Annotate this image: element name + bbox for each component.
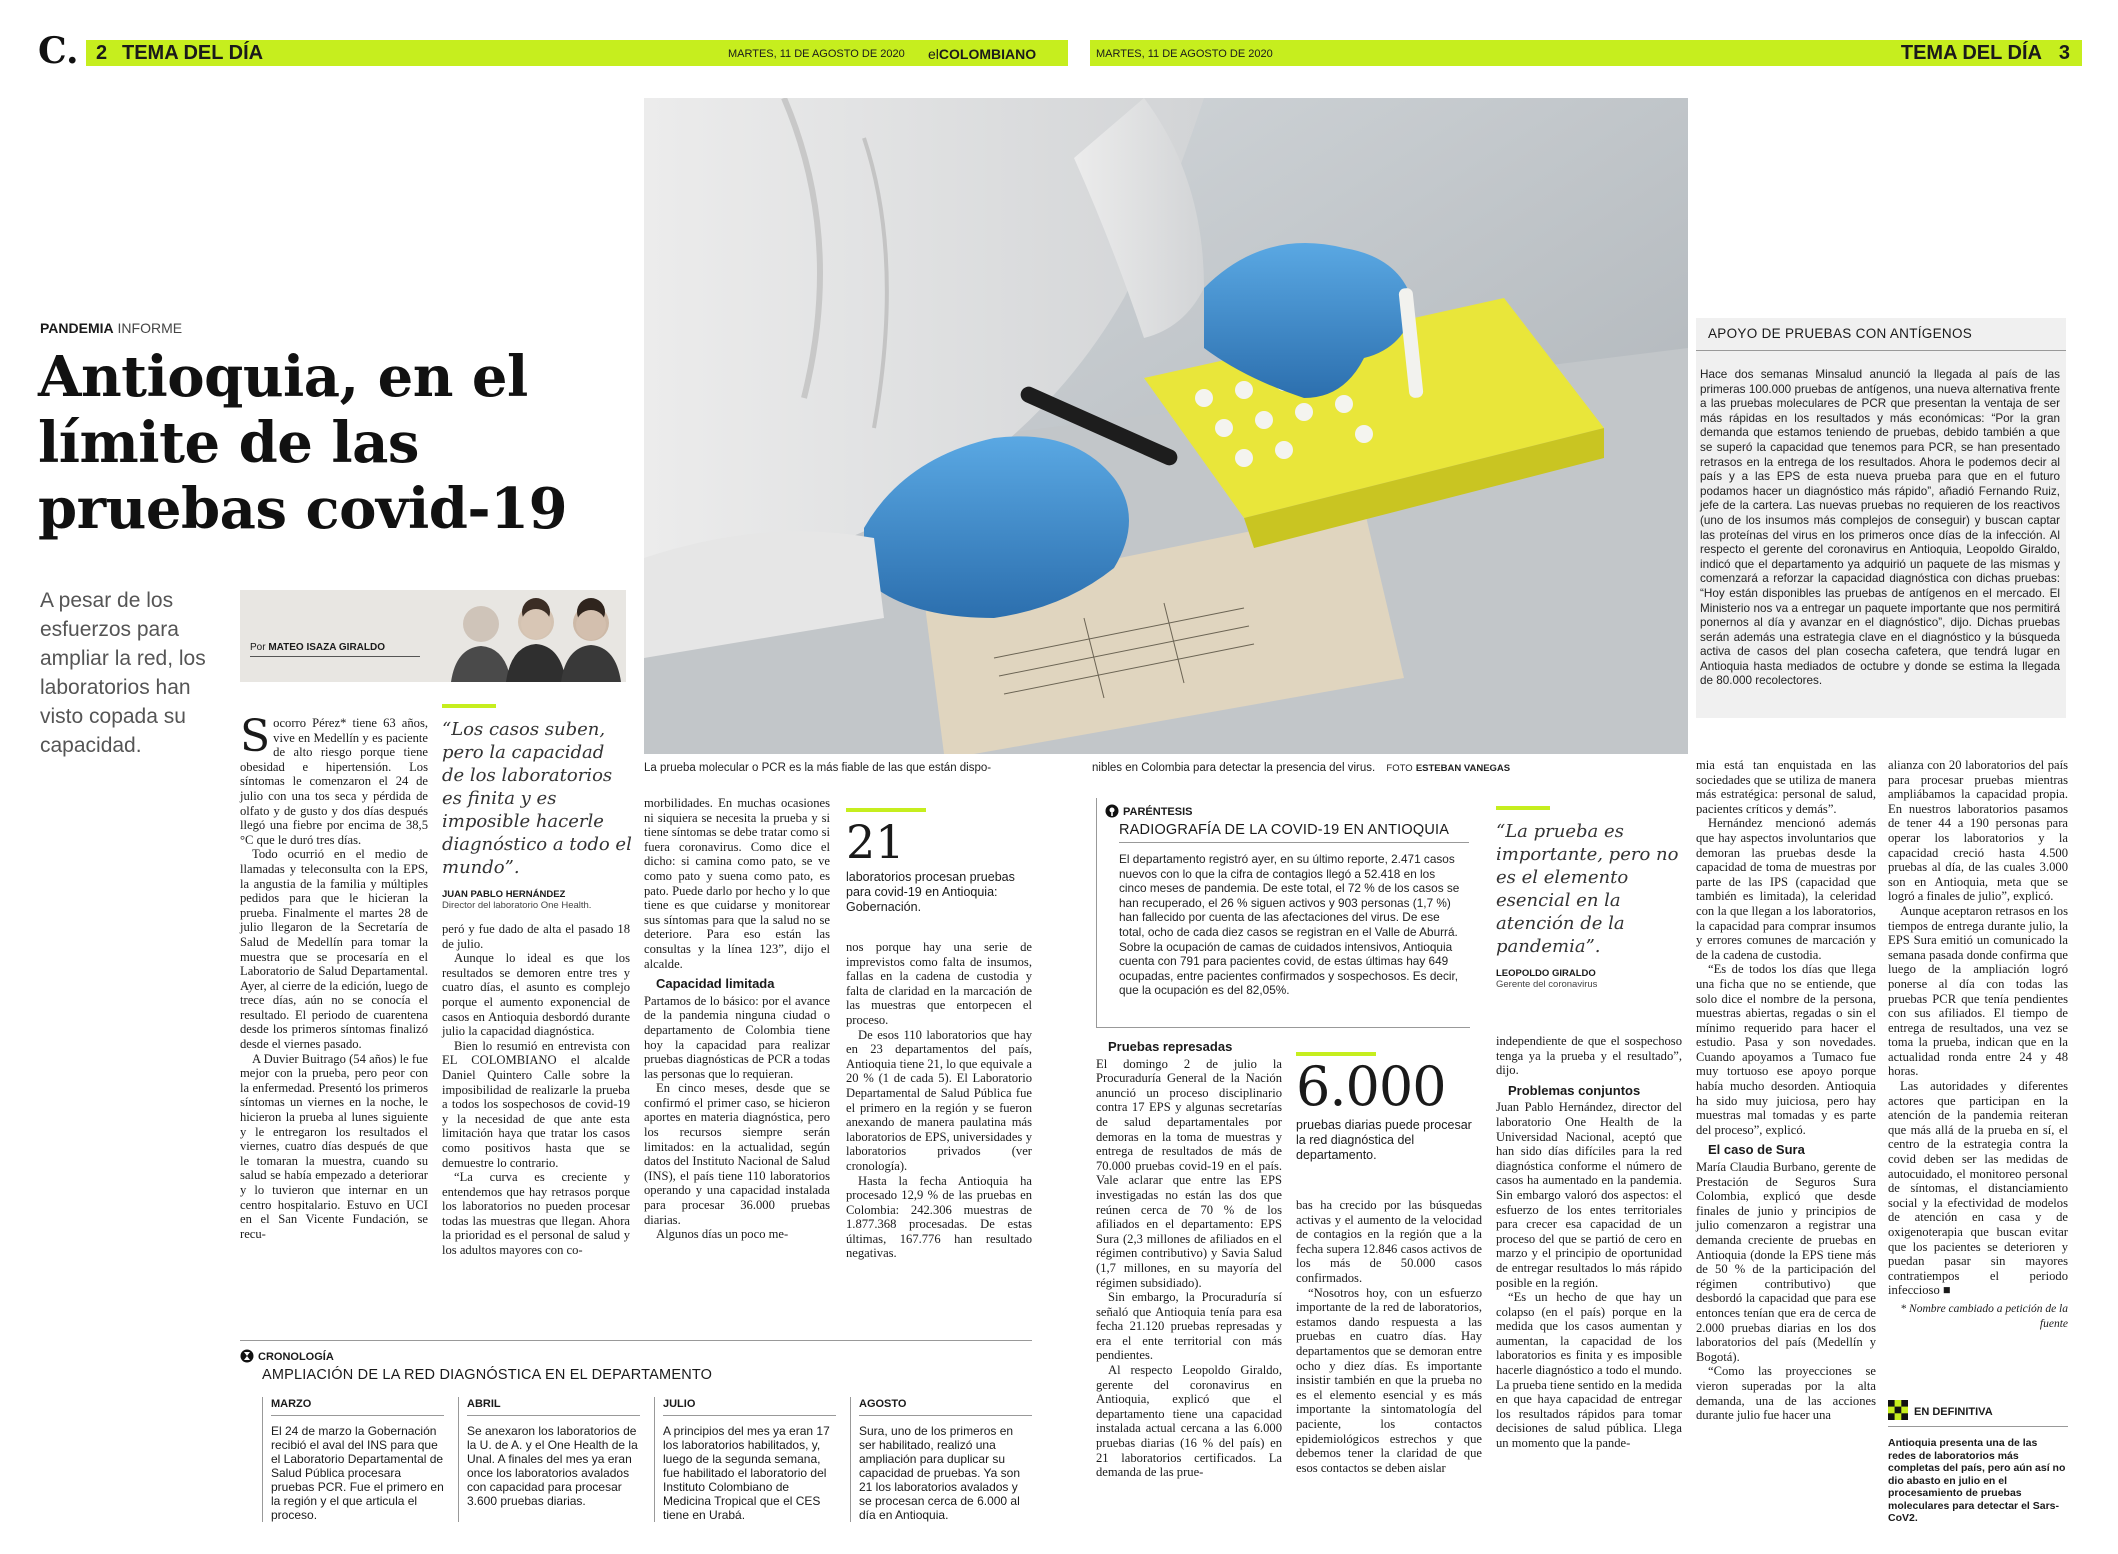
cronologia-item xyxy=(850,1397,1032,1522)
cronologia-item xyxy=(262,1397,444,1522)
brand-logo xyxy=(928,46,1036,62)
paragraph: peró y fue dado de alta el pasado 18 de julio. xyxy=(442,922,630,951)
paragraph: De esos 110 laboratorios que hay en 23 departamentos del país, Antioquia tiene 21, lo que equivale a 20 % (1 de cada 5). El Laboratorio Departamental de Salud Pública fue el primero en la región y se fueron anexando de manera paulatina más laboratorios de EPS, universidades y laboratorios privados (ver cronología). xyxy=(846,1027,1032,1173)
quote-role: Gerente del coronavirus xyxy=(1496,979,1598,990)
right-column-c xyxy=(1496,1034,1682,1451)
byline-box xyxy=(240,590,626,682)
cronologia-month: AGOSTO xyxy=(859,1397,1032,1416)
paragraph: Bien lo resumió en entrevista con EL COLOMBIANO el alcalde Daniel Quintero Calle sobre la imposibilidad de realizarle la prueba a todos los sospechosos de covid-19 y la necesidad de que ante esta limitación haya que tratar los casos como positivos hasta que se demuestre lo contrario. xyxy=(442,1038,630,1170)
paragraph: Al respecto Leopoldo Giraldo, gerente del coronavirus en Antioquia, explicó que el departamento tiene una capacidad instalada actual cercana a las 6.000 pruebas diarias (16 % del país) en 21 laboratorios certificados. La demanda de las prue- xyxy=(1096,1363,1282,1480)
subhead-caso-sura: El caso de Sura xyxy=(1708,1142,1805,1158)
cronologia-columns xyxy=(262,1397,1032,1522)
quote-rule xyxy=(1496,806,1550,810)
paragraph: Todo ocurrió en el medio de llamadas y teleconsulta con la EPS, la angustia de la familia y múltiples pedidos para que le hicieran la prueba. Finalmente el martes 28 de julio llegaron de la Secretaría de Salud de Medellín para tomar la muestra que se procesaría en el Laboratorio de Salud Departamental. Ayer, al cierre de la edición, luego de trece días, aún no se conocía el resultado. El periodo de cuarentena desde los primeros síntomas finalizó desde el viernes pasado. xyxy=(240,847,428,1052)
antigenos-text: Hace dos semanas Minsalud anunció la llegada al país de las primeras 100.000 pruebas de antígenos, una nueva alternativa frente a las pruebas moleculares de PCR que presentan la ventaja de ser más rápidas en los resultados y más económicas: “Por la gran demanda que estamos teniendo de pruebas, debido también a que se superó la capacidad que tenemos para PCR, se han presentado retrasos en la entrega de los resultados. Ahora le podemos decir al país y a las EPS de esta nueva prueba para que en el futuro podamos hacer un diagnóstico más rápido”, añadió Fernando Ruiz, jefe de la cartera. Las nuevas pruebas no requieren de los reactivos (uno de los insumos más complejos de conseguir) y buscan captar las proteínas del virus en los primeros once días de la infección. Al respecto el gerente del coronavirus en Antioquia, Leopoldo Giraldo, indicó que el departamento ya adquirió un paquete de las mismas y comenzará a reforzar la capacidad diagnóstica con dichas pruebas: “Hoy están disponibles las pruebas de antígenos en el mercado. El Ministerio nos va a entregar un paquete importante que nos permitirá ponernos al día y avanzar en el diagnóstico”, dijo. Dichas pruebas serán además una estrategia clave en el diagnóstico y la búsqueda activa de casos del plan cosecha cafetera, que tendrá lugar en Antioquia hasta mediados de octubre y donde se estima la llegada de 80.000 recolectores. xyxy=(1700,368,2060,688)
left-header-bar xyxy=(86,40,1068,66)
hourglass-icon xyxy=(240,1349,254,1363)
quote-rule xyxy=(442,704,496,708)
paragraph: En cinco meses, desde que se confirmó el primer caso, se hicieron aportes en materia diagnóstica, pero los recursos siempre serán limitados: en la actualidad, según datos del Instituto Nacional de Salud (INS), el país tiene 110 laboratorios operando y una capacidad instalada para procesar 36.000 pruebas diarias. xyxy=(644,1081,830,1227)
paragraph: Partamos de lo básico: por el avance de la pandemia ninguna ciudad o departamento de Colombia tiene hoy la capacidad para realizar pruebas diagnósticas de PCR a todas las personas que lo requieran. xyxy=(644,993,830,1081)
photo-credit-label: FOTO xyxy=(1386,763,1413,774)
paragraph: nos porque hay una serie de imprevistos como falta de insumos, fallas en la cadena de custodia y falta de claridad en la marcación de las muestras que entorpecen el proceso. xyxy=(846,940,1032,1027)
parentesis-title: RADIOGRAFÍA DE LA COVID-19 EN ANTIOQUIA xyxy=(1119,822,1450,838)
stat-number: 6.000 xyxy=(1296,1055,1446,1118)
portrait-1 xyxy=(451,606,511,682)
subhead-capacidad: Capacidad limitada xyxy=(656,976,775,992)
paragraph: El domingo 2 de julio la Procuraduría General de la Nación anunció un proceso disciplinario contra 17 EPS y algunas secretarías de salud departamentales por demoras en la toma de muestras y entrega de resultados de más de 70.000 pruebas covid-19 en el país. Vale aclarar que entre las EPS investigadas no están las dos que reúnen cerca de 70 % de los afiliados en el departamento: EPS Sura (2,3 millones de afiliados en el régimen contributivo) y Savia Salud (1,7 millones, en su mayoría del régimen subsidiado). xyxy=(1096,1056,1282,1290)
cronologia-item xyxy=(458,1397,640,1522)
checkered-icon xyxy=(1888,1400,1908,1420)
headline: Antioquia, en el límite de las pruebas covid-19 xyxy=(38,344,568,542)
cronologia-tag-text: CRONOLOGÍA xyxy=(258,1351,334,1363)
right-page-number: 3 xyxy=(2058,42,2070,64)
quote-role: Director del laboratorio One Health. xyxy=(442,900,592,911)
paragraph: Juan Pablo Hernández, director del laboratorio One Health de la Universidad Nacional, aceptó que han sido días difíciles para la red diagnóstica conforme el número de casos ha aumentado en la pandemia. Sin embargo valoró dos aspectos: el esfuerzo de los entes territoriales para crecer esa capacidad de un proceso del que se partió de cero en marzo y el principio de oportunidad de entregar resultados lo más rápido posible en la región. xyxy=(1496,1100,1682,1290)
stat-text: pruebas diarias puede procesar la red diagnóstica del departamento. xyxy=(1296,1118,1472,1162)
paragraph: independiente de que el sospechoso tenga ya la prueba y el resultado”, dijo. xyxy=(1496,1034,1682,1078)
pull-quote-2 xyxy=(1496,806,1686,990)
right-column-e xyxy=(1888,758,2068,1331)
byline xyxy=(250,642,385,653)
deck: A pesar de los esfuerzos para ampliar la red, los laboratorios han visto copada su capacidad. xyxy=(40,589,206,757)
en-definitiva-tag-text: EN DEFINITIVA xyxy=(1914,1406,1993,1418)
left-logo: C. xyxy=(38,30,79,72)
paragraph: Hasta la fecha Antioquia ha procesado 12,9 % de las pruebas en Colombia: 242.306 muestras de 1.877.368 procesadas. De estas últimas, 167.776 han resultado negativas. xyxy=(846,1173,1032,1261)
kicker-bold: PANDEMIA xyxy=(40,320,114,336)
lab-photo-illustration xyxy=(644,98,1688,754)
parentesis-text: El departamento registró ayer, en su último reporte, 2.471 casos nuevos con lo que la cifra de contagios llegó a 52.418 en los cinco meses de pandemia. De este total, el 72 % de los casos se han recuperado, el 26 % siguen activos y 903 personas (1,7 %) han fallecido por cuenta de las afectaciones del virus. De ese total, ocho de cada diez casos se registran en el Valle de Aburrá. Sobre la ocupación de camas de cuidados intensivos, Antioquia cuenta con 791 para pacientes covid, de estas últimas hay 649 ocupadas, entre pacientes confirmados y sospechosos. Es decir, que la ocupación es del 82,05%. xyxy=(1119,852,1460,998)
body-column-1 xyxy=(240,711,428,1241)
parentesis-rule xyxy=(1119,842,1469,843)
en-definitiva-text: Antioquia presenta una de las redes de laboratorios más completas del país, pero aún así no dio abasto en julio en el procesamiento de pruebas moleculares para detectar el Sars-CoV2. xyxy=(1888,1437,2066,1524)
parentesis-box xyxy=(1096,798,1470,1028)
paragraph: María Claudia Burbano, gerente de Prestación de Seguros Sura Colombia, explicó que desde finales de junio y principios de julio comenzaron a registrar una demanda creciente de pruebas en Antioquia (donde la EPS tiene más de 50 % de la participación del régimen contributivo) que desbordó la capacidad que para ese entonces tenían que era de cerca de 2.000 pruebas diarias en los dos laboratorios del país (Medellín y Bogotá). xyxy=(1696,1160,1876,1364)
left-section-title: TEMA DEL DÍA xyxy=(122,42,264,64)
stat-rule xyxy=(846,808,926,812)
reporter-portraits xyxy=(446,590,626,682)
portrait-3 xyxy=(561,598,621,682)
left-dateline: MARTES, 11 DE AGOSTO DE 2020 xyxy=(728,48,905,60)
right-section-title: TEMA DEL DÍA xyxy=(1900,42,2042,64)
photo-caption-left: La prueba molecular o PCR es la más fiable de las que están dispo- xyxy=(644,762,992,774)
photo-credit: ESTEBAN VANEGAS xyxy=(1415,763,1511,774)
right-column-b xyxy=(1296,1198,1482,1475)
paragraph xyxy=(240,711,428,847)
paragraph: Aunque aceptaron retrasos en los tiempos de entrega durante julio, la EPS Sura emitió un comunicado la semana pasada donde confirma que luego de la ampliación logró ponerse al día con todas las pruebas PCR que tenía pendientes con sus afiliados. El tiempo de entrega de resultados, una vez se toma la prueba, indican que en la actualidad ronda entre 24 y 48 horas. xyxy=(1888,903,2068,1079)
body-column-2 xyxy=(442,922,630,1258)
portrait-2 xyxy=(506,598,566,682)
pin-icon xyxy=(1105,804,1119,818)
en-definitiva-tag xyxy=(1888,1400,2068,1427)
kicker xyxy=(40,320,182,336)
parentesis-tag xyxy=(1105,804,1192,818)
quote-text: “La prueba es importante, pero no es el elemento esencial en la atención de la pandemia”. xyxy=(1496,821,1679,957)
quote-name: JUAN PABLO HERNÁNDEZ xyxy=(442,889,566,900)
paragraph: “La curva es creciente y entendemos que hay retrasos porque los laboratorios no pueden procesar todas las muestras que llegan. Ahora la prioridad es el personal de salud y los adultos mayores con co- xyxy=(442,1170,630,1258)
brand-name: COLOMBIANO xyxy=(938,46,1037,62)
cronologia-month: JULIO xyxy=(663,1397,836,1416)
parentesis-tag-text: PARÉNTESIS xyxy=(1123,806,1193,818)
paragraph: Aunque lo ideal es que los resultados se demoren entre tres y cuatro días, el asunto es complejo porque el aumento exponencial de casos en Antioquia desbordó durante julio la capacidad diagnóstica. xyxy=(442,951,630,1039)
paragraph: Hernández mencionó además que hay aspectos involuntarios que demoran las pruebas desde la capacidad de toma de muestras por parte de las IPS (capacidad que también es limitada), la celeridad con la que llegan a los laboratorios, la capacidad para comprar insumos y errores comunes de marcación y de la cadena de custodia. xyxy=(1696,816,1876,962)
cronologia-item xyxy=(654,1397,836,1522)
byline-name: MATEO ISAZA GIRALDO xyxy=(268,642,386,653)
paragraph: “Es un hecho de que hay un colapso (en el país) porque en la medida que los casos aumentan y aumentan, la capacidad de los laboratorios es finita y es imposible hacerle diagnóstico a todo el mundo. La prueba tiene sentido en la medida en que haya capacidad de entregar los resultados rápidos para tomar decisiones de salud pública. Llega un momento que la pande- xyxy=(1496,1290,1682,1451)
cronologia-text: El 24 de marzo la Gobernación recibió el aval del INS para que el Laboratorio Departamental de Salud Pública procesara pruebas PCR. Fue el primero en la región y el que articula el proceso. xyxy=(271,1424,444,1522)
kicker-light: INFORME xyxy=(117,320,183,336)
stat-box-1 xyxy=(846,808,1032,915)
cronologia-text: Sura, uno de los primeros en ser habilitado, realizó una ampliación para duplicar su capacidad de pruebas. Ya son 21 los laboratorios avalados y se procesan cerca de 6.000 al día en Antioquia. xyxy=(859,1424,1021,1522)
cronologia-box xyxy=(240,1340,1032,1520)
cronologia-text: A principios del mes ya eran 17 los laboratorios habilitados, y, luego de la segunda semana, fue habilitado el laboratorio del Instituto Colombiano de Medicina Tropical que el CES tiene en Urabá. xyxy=(663,1424,830,1522)
footnote: * Nombre cambiado a petición de la fuente xyxy=(1900,1302,2068,1330)
pull-quote-1 xyxy=(442,704,632,911)
paragraph: “Es de todos los días que llega una ficha que no se entiende, que solo dice el nombre de la persona, muestras abiertas, regadas o sin el mínimo requerido para hacer el estudio. Pasa y son novedades. Cuando apoyamos a Tumaco fue muy tortuoso ese apoyo porque había mucho desorden. Antioquia ha sido muy juiciosa, pero hay muestras mal tomadas y es parte del proceso”, explicó. xyxy=(1696,962,1876,1137)
body-column-4 xyxy=(846,940,1032,1261)
paragraph: Sin embargo, la Procuraduría sí señaló que Antioquia tenía para esa fecha 21.120 pruebas represadas y era el ente territorial con más pendientes. xyxy=(1096,1290,1282,1363)
drop-cap: S xyxy=(240,711,271,762)
right-header-bar xyxy=(1090,40,2082,66)
right-column-d xyxy=(1696,758,1876,1423)
photo-caption-right xyxy=(1092,762,1510,774)
paragraph: alianza con 20 laboratorios del país para procesar pruebas mientras ampliábamos la capacidad propia. En nuestros laboratorios pasamos de tener 44 a 190 personas para operar los laboratorios y la capacidad creció hasta 4.500 pruebas al día, de las cuales 3.000 son en Antioquia, meta que se logró a finales de julio”, explicó. xyxy=(1888,758,2068,904)
cronologia-tag xyxy=(240,1349,334,1363)
paragraph: bas ha crecido por las búsquedas activas y el aumento de la velocidad de contagios en la región que a la fecha supera 12.846 casos activos de los más de 50.000 casos confirmados. xyxy=(1296,1198,1482,1285)
quote-name: LEOPOLDO GIRALDO xyxy=(1496,968,1596,979)
byline-prefix: Por xyxy=(250,642,266,653)
paragraph: morbilidades. En muchas ocasiones ni siquiera se necesita la prueba y si tiene síntomas se debe tratar como si fuera coronavirus. Como dice el dicho: si camina como pato, se ve como pato y suena como pato, es pato. Puede darlo por hecho y lo que tiene es que cuidarse y monitorear sus síntomas para que la salud no se deteriore. Para eso están las consultas y la línea 123”, dijo el alcalde. xyxy=(644,796,830,971)
hero-photo xyxy=(644,98,1688,754)
subhead-problemas-conjuntos: Problemas conjuntos xyxy=(1508,1082,1641,1098)
antigenos-title: APOYO DE PRUEBAS CON ANTÍGENOS xyxy=(1708,326,1973,341)
paragraph: mia está tan enquistada en las sociedades que se utiliza de manera más estratégica: personal de salud, pacientes críticos y demás”. xyxy=(1696,758,1876,816)
stat-text: laboratorios procesan pruebas para covid-19 en Antioquia: Gobernación. xyxy=(846,870,1015,914)
cronologia-title: AMPLIACIÓN DE LA RED DIAGNÓSTICA EN EL DEPARTAMENTO xyxy=(262,1367,713,1383)
byline-rule xyxy=(250,656,420,657)
right-dateline: MARTES, 11 DE AGOSTO DE 2020 xyxy=(1096,48,1273,60)
en-definitiva-box xyxy=(1888,1400,2068,1525)
paragraph: A Duvier Buitrago (54 años) le fue mejor con la prueba, pero peor con la enfermedad. Presentó los primeros síntomas un viernes en la noche, le hicieron la prueba al lunes siguiente y le entregaron los resultados el viernes, cuatro días después de que le tomaran la muestra, cuando su salud se había empezado a deteriorar y lo tuvieron que internar en un centro hospitalario. Estuvo en UCI en el San Vicente Fundación, se recu- xyxy=(240,1051,428,1241)
cronologia-month: MARZO xyxy=(271,1397,444,1416)
cronologia-month: ABRIL xyxy=(467,1397,640,1416)
subhead-pruebas-represadas: Pruebas represadas xyxy=(1108,1039,1233,1054)
paragraph: Algunos días un poco me- xyxy=(656,1227,789,1242)
stat-box-2 xyxy=(1296,1052,1482,1163)
body-column-3 xyxy=(644,796,830,1242)
brand-prefix: el xyxy=(928,46,939,62)
quote-text: “Los casos suben, pero la capacidad de los laboratorios es finita y es imposible hacerle diagnóstico a todo el mundo”. xyxy=(442,719,632,878)
stat-number: 21 xyxy=(846,815,905,869)
cronologia-text: Se anexaron los laboratorios de la U. de A. y el One Health de la Unal. A finales del mes ya eran once los laboratorios avalados con capacidad para procesar 3.600 pruebas diarias. xyxy=(467,1424,638,1508)
antigenos-rule xyxy=(1696,350,2066,351)
paragraph: Las autoridades y diferentes actores que participan en la atención de la pandemia reiteran que más allá de la prueba en sí, el centro de la estrategia contra la covid deben ser las medidas de autocuidado, el monitoreo personal de síntomas, el distanciamiento social y la efectividad de modelos de atención en casa y de oxigenoterapia que buscan evitar que los pacientes se deterioren y puedan pasar sin mayores contratiempos el periodo infeccioso ■ xyxy=(1888,1079,2068,1298)
paragraph-text: ocorro Pérez* tiene 63 años, vive en Medellín y es paciente de alto riesgo porque tiene obesidad e hipertensión. Los síntomas le comenzaron el 24 de julio con una tos seca y pérdida de olfato y de gusto y dos días después llegó una fiebre por encima de 38,5 °C que le duró tres días. xyxy=(240,716,428,847)
paragraph: “Nosotros hoy, con un esfuerzo importante de la red de laboratorios, estamos dando respuesta a las pruebas en cuatro días. Hay departamentos que se demoran entre ocho y diez días. Es importante insistir también en que la prueba no es el elemento esencial y es más importante la sintomatología del paciente, los contactos epidemiológicos estrechos y que debemos tener la claridad de que esos contactos se deben aislar xyxy=(1296,1285,1482,1475)
left-page-number: 2 xyxy=(96,42,108,64)
right-column-a xyxy=(1096,1040,1282,1480)
paragraph: “Como las proyecciones se vieron superadas por la alta demanda, una de las acciones durante julio fue hacer una xyxy=(1696,1364,1876,1423)
photo-caption-right-text: nibles en Colombia para detectar la presencia del virus. xyxy=(1092,762,1376,774)
